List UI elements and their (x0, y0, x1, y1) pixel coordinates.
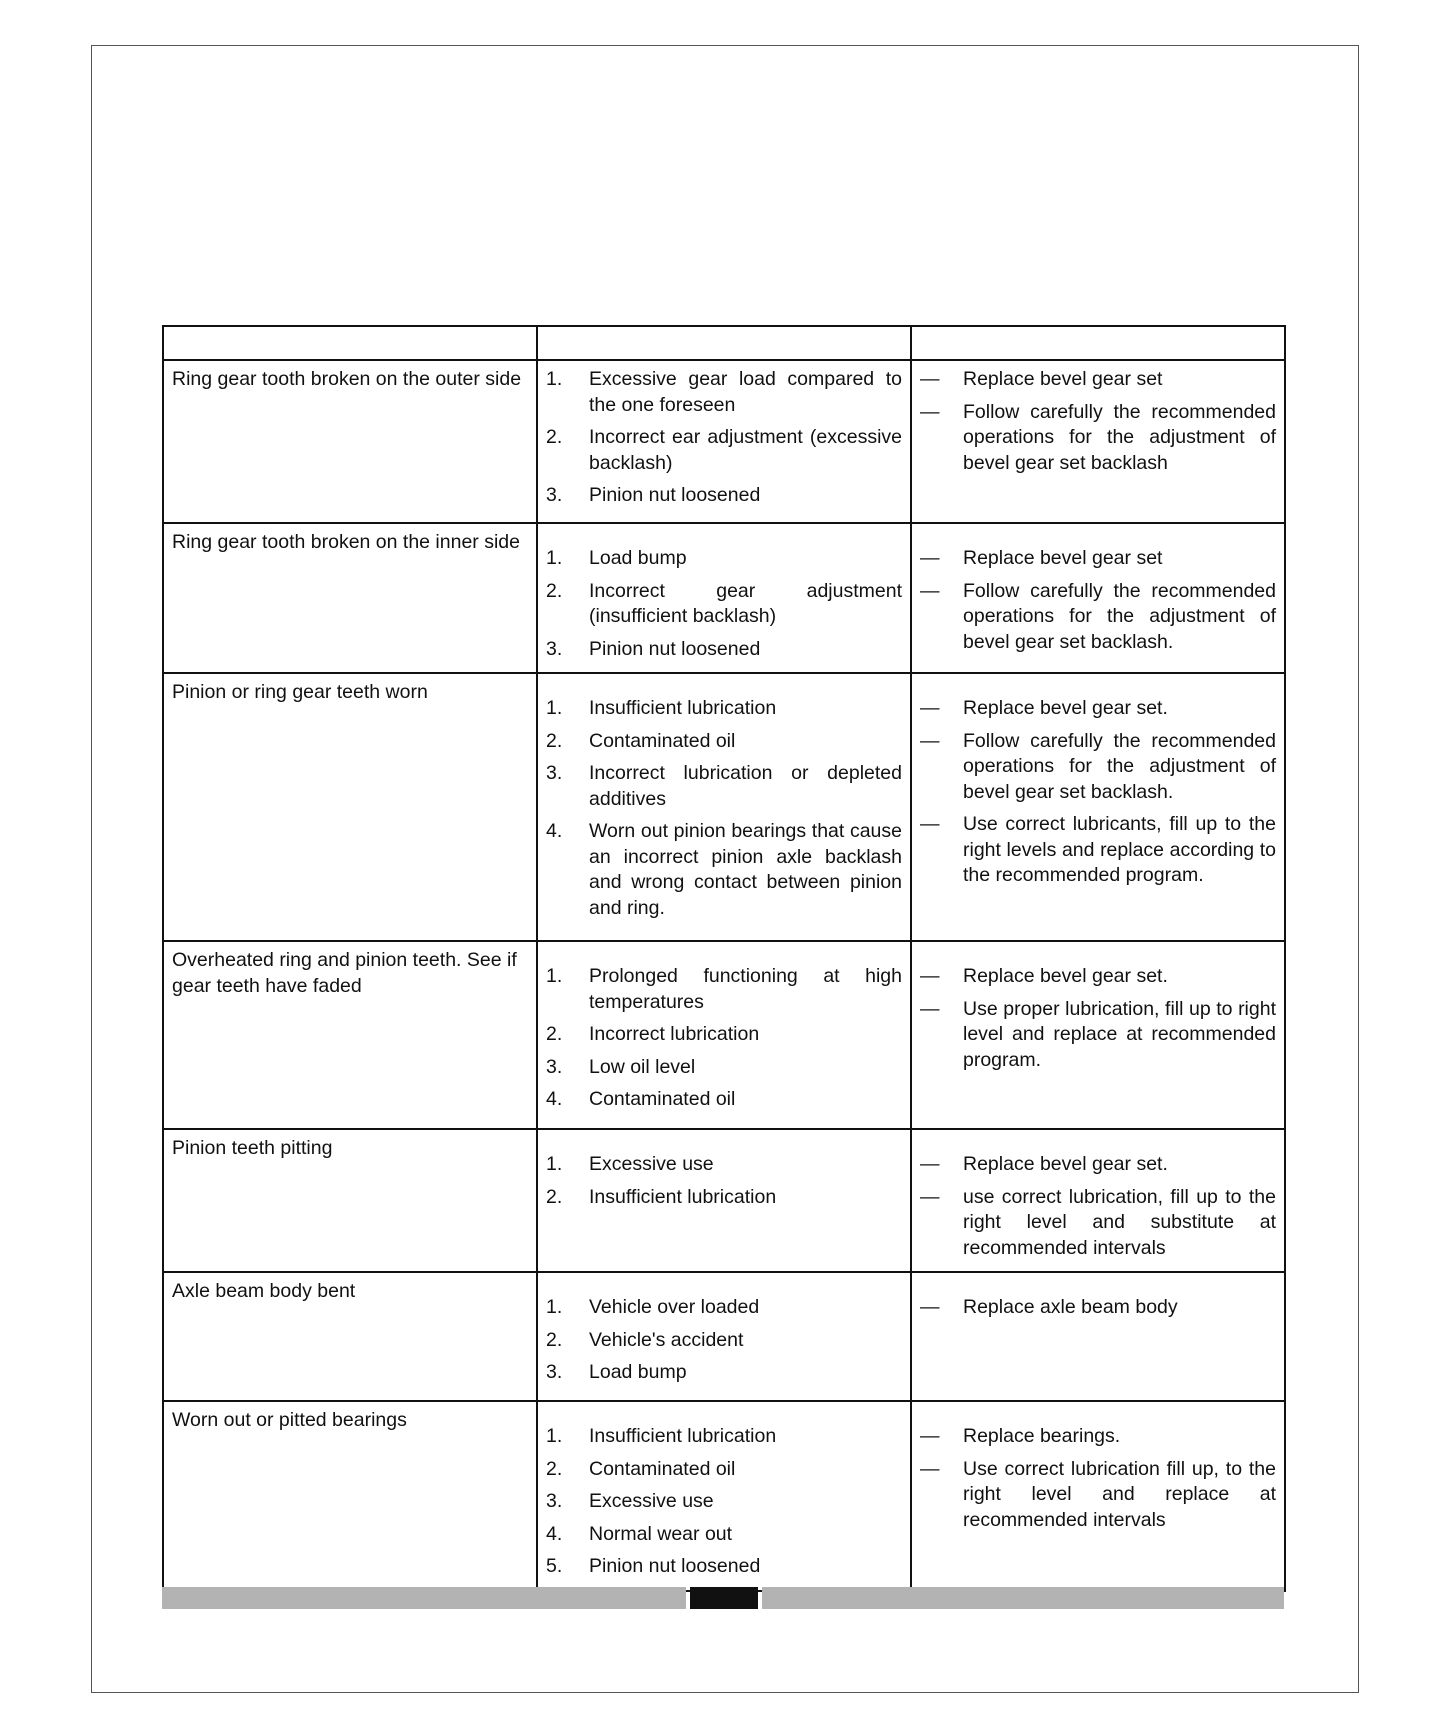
cause-item (546, 1457, 902, 1483)
cause-cell (537, 360, 911, 523)
remedy-dash: — (920, 400, 940, 423)
cause-item (546, 1185, 902, 1211)
header-cause (537, 326, 911, 360)
cause-number: 2. (546, 729, 563, 752)
remedy-text: Follow carefully the recommended operations for the adjustment of bevel gear set backlash (963, 400, 1276, 474)
remedy-text: Use correct lubrication fill up, to the right level and replace at recommended intervals (963, 1457, 1276, 1531)
remedy-item (920, 1152, 1276, 1178)
cause-item (546, 1489, 902, 1515)
cause-number: 4. (546, 1522, 563, 1545)
remedy-text: Replace bevel gear set. (963, 1153, 1168, 1175)
cause-text: Incorrect lubrication (589, 1023, 760, 1045)
cause-text: Excessive use (589, 1490, 714, 1512)
cause-number: 3. (546, 1361, 563, 1383)
remedy-item (920, 696, 1276, 722)
cause-item (546, 761, 902, 812)
remedy-text: Replace axle beam body (963, 1296, 1178, 1318)
remedy-list (920, 1424, 1276, 1533)
cause-number: 3. (546, 1055, 563, 1078)
problem-cell (163, 1272, 537, 1401)
remedy-dash: — (920, 1296, 940, 1318)
cause-text: Excessive use (589, 1153, 714, 1175)
table-row (163, 523, 1285, 673)
cause-number: 2. (546, 1185, 563, 1208)
problem-text: Pinion teeth pitting (172, 1137, 333, 1159)
cause-list (546, 367, 902, 509)
remedy-dash: — (920, 1185, 940, 1208)
remedy-text: Replace bevel gear set (963, 547, 1163, 569)
cause-text: Load bump (589, 1361, 687, 1383)
cause-number: 3. (546, 637, 563, 660)
cause-list (546, 1424, 902, 1580)
remedy-dash: — (920, 697, 940, 719)
table-header-row (163, 326, 1285, 360)
remedy-text: Use proper lubrication, fill up to right level and replace at recommended program. (963, 997, 1276, 1071)
cause-number: 1. (546, 1425, 563, 1447)
remedy-list (920, 964, 1276, 1073)
remedy-item (920, 1424, 1276, 1450)
cause-number: 2. (546, 1023, 563, 1045)
remedy-item (920, 812, 1276, 889)
remedy-text: Replace bearings. (963, 1425, 1121, 1447)
remedy-item (920, 1185, 1276, 1262)
remedy-text: Follow carefully the recommended operations for the adjustment of bevel gear set backlash. (963, 729, 1276, 803)
cause-item (546, 1554, 902, 1580)
remedy-cell (911, 360, 1285, 523)
cause-list (546, 546, 902, 662)
cause-text: Insufficient lubrication (589, 1425, 777, 1447)
cause-text: Contaminated oil (589, 729, 736, 752)
header-remedy (911, 326, 1285, 360)
cause-text: Prolonged functioning at high temperatures (589, 965, 902, 1013)
cause-list (546, 964, 902, 1113)
remedy-list (920, 696, 1276, 889)
cause-number: 2. (546, 579, 563, 602)
cause-number: 3. (546, 762, 563, 784)
remedy-list (920, 1152, 1276, 1261)
cause-cell (537, 523, 911, 673)
footer-bar-left (162, 1587, 686, 1609)
remedy-item (920, 997, 1276, 1074)
cause-text: Incorrect gear adjustment (insufficient backlash) (589, 579, 902, 627)
cause-number: 1. (546, 697, 563, 719)
problem-text: Axle beam body bent (172, 1280, 356, 1302)
problem-text: Overheated ring and pinion teeth. See if gear teeth have faded (172, 949, 517, 997)
cause-text: Insufficient lubrication (589, 1185, 777, 1208)
remedy-dash: — (920, 997, 940, 1020)
problem-text: Ring gear tooth broken on the outer side (172, 368, 522, 390)
table-row (163, 1129, 1285, 1272)
cause-number: 4. (546, 1088, 563, 1110)
cause-item (546, 1055, 902, 1081)
cause-item (546, 1022, 902, 1048)
cause-text: Load bump (589, 547, 687, 569)
problem-cell (163, 1401, 537, 1591)
remedy-item (920, 546, 1276, 572)
problem-cell (163, 360, 537, 523)
cause-item (546, 729, 902, 755)
table-row (163, 360, 1285, 523)
cause-number: 1. (546, 368, 563, 390)
remedy-list (920, 367, 1276, 476)
cause-item (546, 1328, 902, 1354)
cause-cell (537, 1129, 911, 1272)
cause-item (546, 1424, 902, 1450)
table-row (163, 941, 1285, 1129)
cause-number: 1. (546, 1153, 563, 1175)
cause-item (546, 1152, 902, 1178)
table-row (163, 673, 1285, 941)
remedy-dash: — (920, 1153, 940, 1175)
cause-text: Worn out pinion bearings that cause an incorrect pinion axle backlash and wrong contact between pinion and ring. (589, 820, 902, 919)
cause-number: 3. (546, 484, 563, 506)
cause-text: Contaminated oil (589, 1457, 736, 1480)
table-body (163, 360, 1285, 1591)
cause-text: Pinion nut loosened (589, 484, 761, 506)
problem-cell (163, 1129, 537, 1272)
remedy-item (920, 579, 1276, 656)
cause-number: 2. (546, 426, 563, 448)
cause-item (546, 1360, 902, 1386)
problem-cell (163, 673, 537, 941)
troubleshooting-table (162, 325, 1286, 1592)
cause-number: 2. (546, 1457, 563, 1480)
remedy-item (920, 1295, 1276, 1321)
cause-item (546, 1295, 902, 1321)
footer-page-marker (690, 1587, 758, 1609)
remedy-cell (911, 673, 1285, 941)
cause-number: 1. (546, 1296, 563, 1318)
problem-cell (163, 523, 537, 673)
remedy-item (920, 1457, 1276, 1534)
cause-cell (537, 1401, 911, 1591)
cause-item (546, 819, 902, 921)
cause-item (546, 546, 902, 572)
remedy-dash: — (920, 368, 940, 390)
cause-item (546, 637, 902, 663)
remedy-cell (911, 1129, 1285, 1272)
cause-text: Vehicle over loaded (589, 1296, 760, 1318)
remedy-item (920, 400, 1276, 477)
remedy-list (920, 546, 1276, 655)
cause-item (546, 696, 902, 722)
remedy-dash: — (920, 965, 940, 987)
remedy-cell (911, 1401, 1285, 1591)
remedy-item (920, 964, 1276, 990)
cause-number: 1. (546, 547, 563, 569)
footer-bar-right (762, 1587, 1284, 1609)
remedy-dash: — (920, 1457, 940, 1480)
cause-text: Incorrect lubrication or depleted additives (589, 762, 902, 810)
cause-text: Vehicle's accident (589, 1328, 744, 1351)
cause-item (546, 425, 902, 476)
remedy-text: Follow carefully the recommended operations for the adjustment of bevel gear set backlash. (963, 579, 1276, 653)
problem-text: Ring gear tooth broken on the inner side (172, 531, 520, 553)
cause-list (546, 1152, 902, 1210)
cause-text: Insufficient lubrication (589, 697, 777, 719)
table-row (163, 1401, 1285, 1591)
remedy-cell (911, 941, 1285, 1129)
remedy-cell (911, 523, 1285, 673)
cause-item (546, 483, 902, 509)
problem-text: Worn out or pitted bearings (172, 1409, 407, 1431)
cause-item (546, 964, 902, 1015)
remedy-dash: — (920, 813, 940, 835)
cause-item (546, 367, 902, 418)
cause-cell (537, 1272, 911, 1401)
remedy-text: Replace bevel gear set. (963, 965, 1168, 987)
cause-list (546, 1295, 902, 1386)
cause-cell (537, 673, 911, 941)
remedy-list (920, 1295, 1276, 1321)
remedy-cell (911, 1272, 1285, 1401)
cause-number: 5. (546, 1555, 563, 1577)
problem-text: Pinion or ring gear teeth worn (172, 681, 428, 703)
remedy-dash: — (920, 579, 940, 602)
remedy-dash: — (920, 729, 940, 752)
cause-item (546, 579, 902, 630)
cause-item (546, 1522, 902, 1548)
header-problem (163, 326, 537, 360)
cause-text: Pinion nut loosened (589, 637, 761, 660)
cause-text: Pinion nut loosened (589, 1555, 761, 1577)
cause-text: Normal wear out (589, 1522, 733, 1545)
remedy-text: Replace bevel gear set (963, 368, 1163, 390)
remedy-item (920, 367, 1276, 393)
remedy-text: use correct lubrication, fill up to the right level and substitute at recommended intervals (963, 1185, 1276, 1259)
cause-number: 2. (546, 1328, 563, 1351)
remedy-dash: — (920, 1425, 940, 1447)
remedy-text: Use correct lubricants, fill up to the right levels and replace according to the recommended program. (963, 813, 1276, 886)
remedy-dash: — (920, 547, 940, 569)
table-row (163, 1272, 1285, 1401)
cause-text: Low oil level (589, 1055, 696, 1078)
problem-cell (163, 941, 537, 1129)
cause-list (546, 696, 902, 921)
cause-cell (537, 941, 911, 1129)
remedy-item (920, 729, 1276, 806)
cause-number: 4. (546, 820, 563, 842)
cause-number: 3. (546, 1490, 563, 1512)
remedy-text: Replace bevel gear set. (963, 697, 1168, 719)
cause-text: Incorrect ear adjustment (excessive backlash) (589, 426, 902, 474)
cause-item (546, 1087, 902, 1113)
cause-text: Contaminated oil (589, 1088, 736, 1110)
cause-number: 1. (546, 965, 563, 987)
cause-text: Excessive gear load compared to the one foreseen (589, 368, 902, 416)
